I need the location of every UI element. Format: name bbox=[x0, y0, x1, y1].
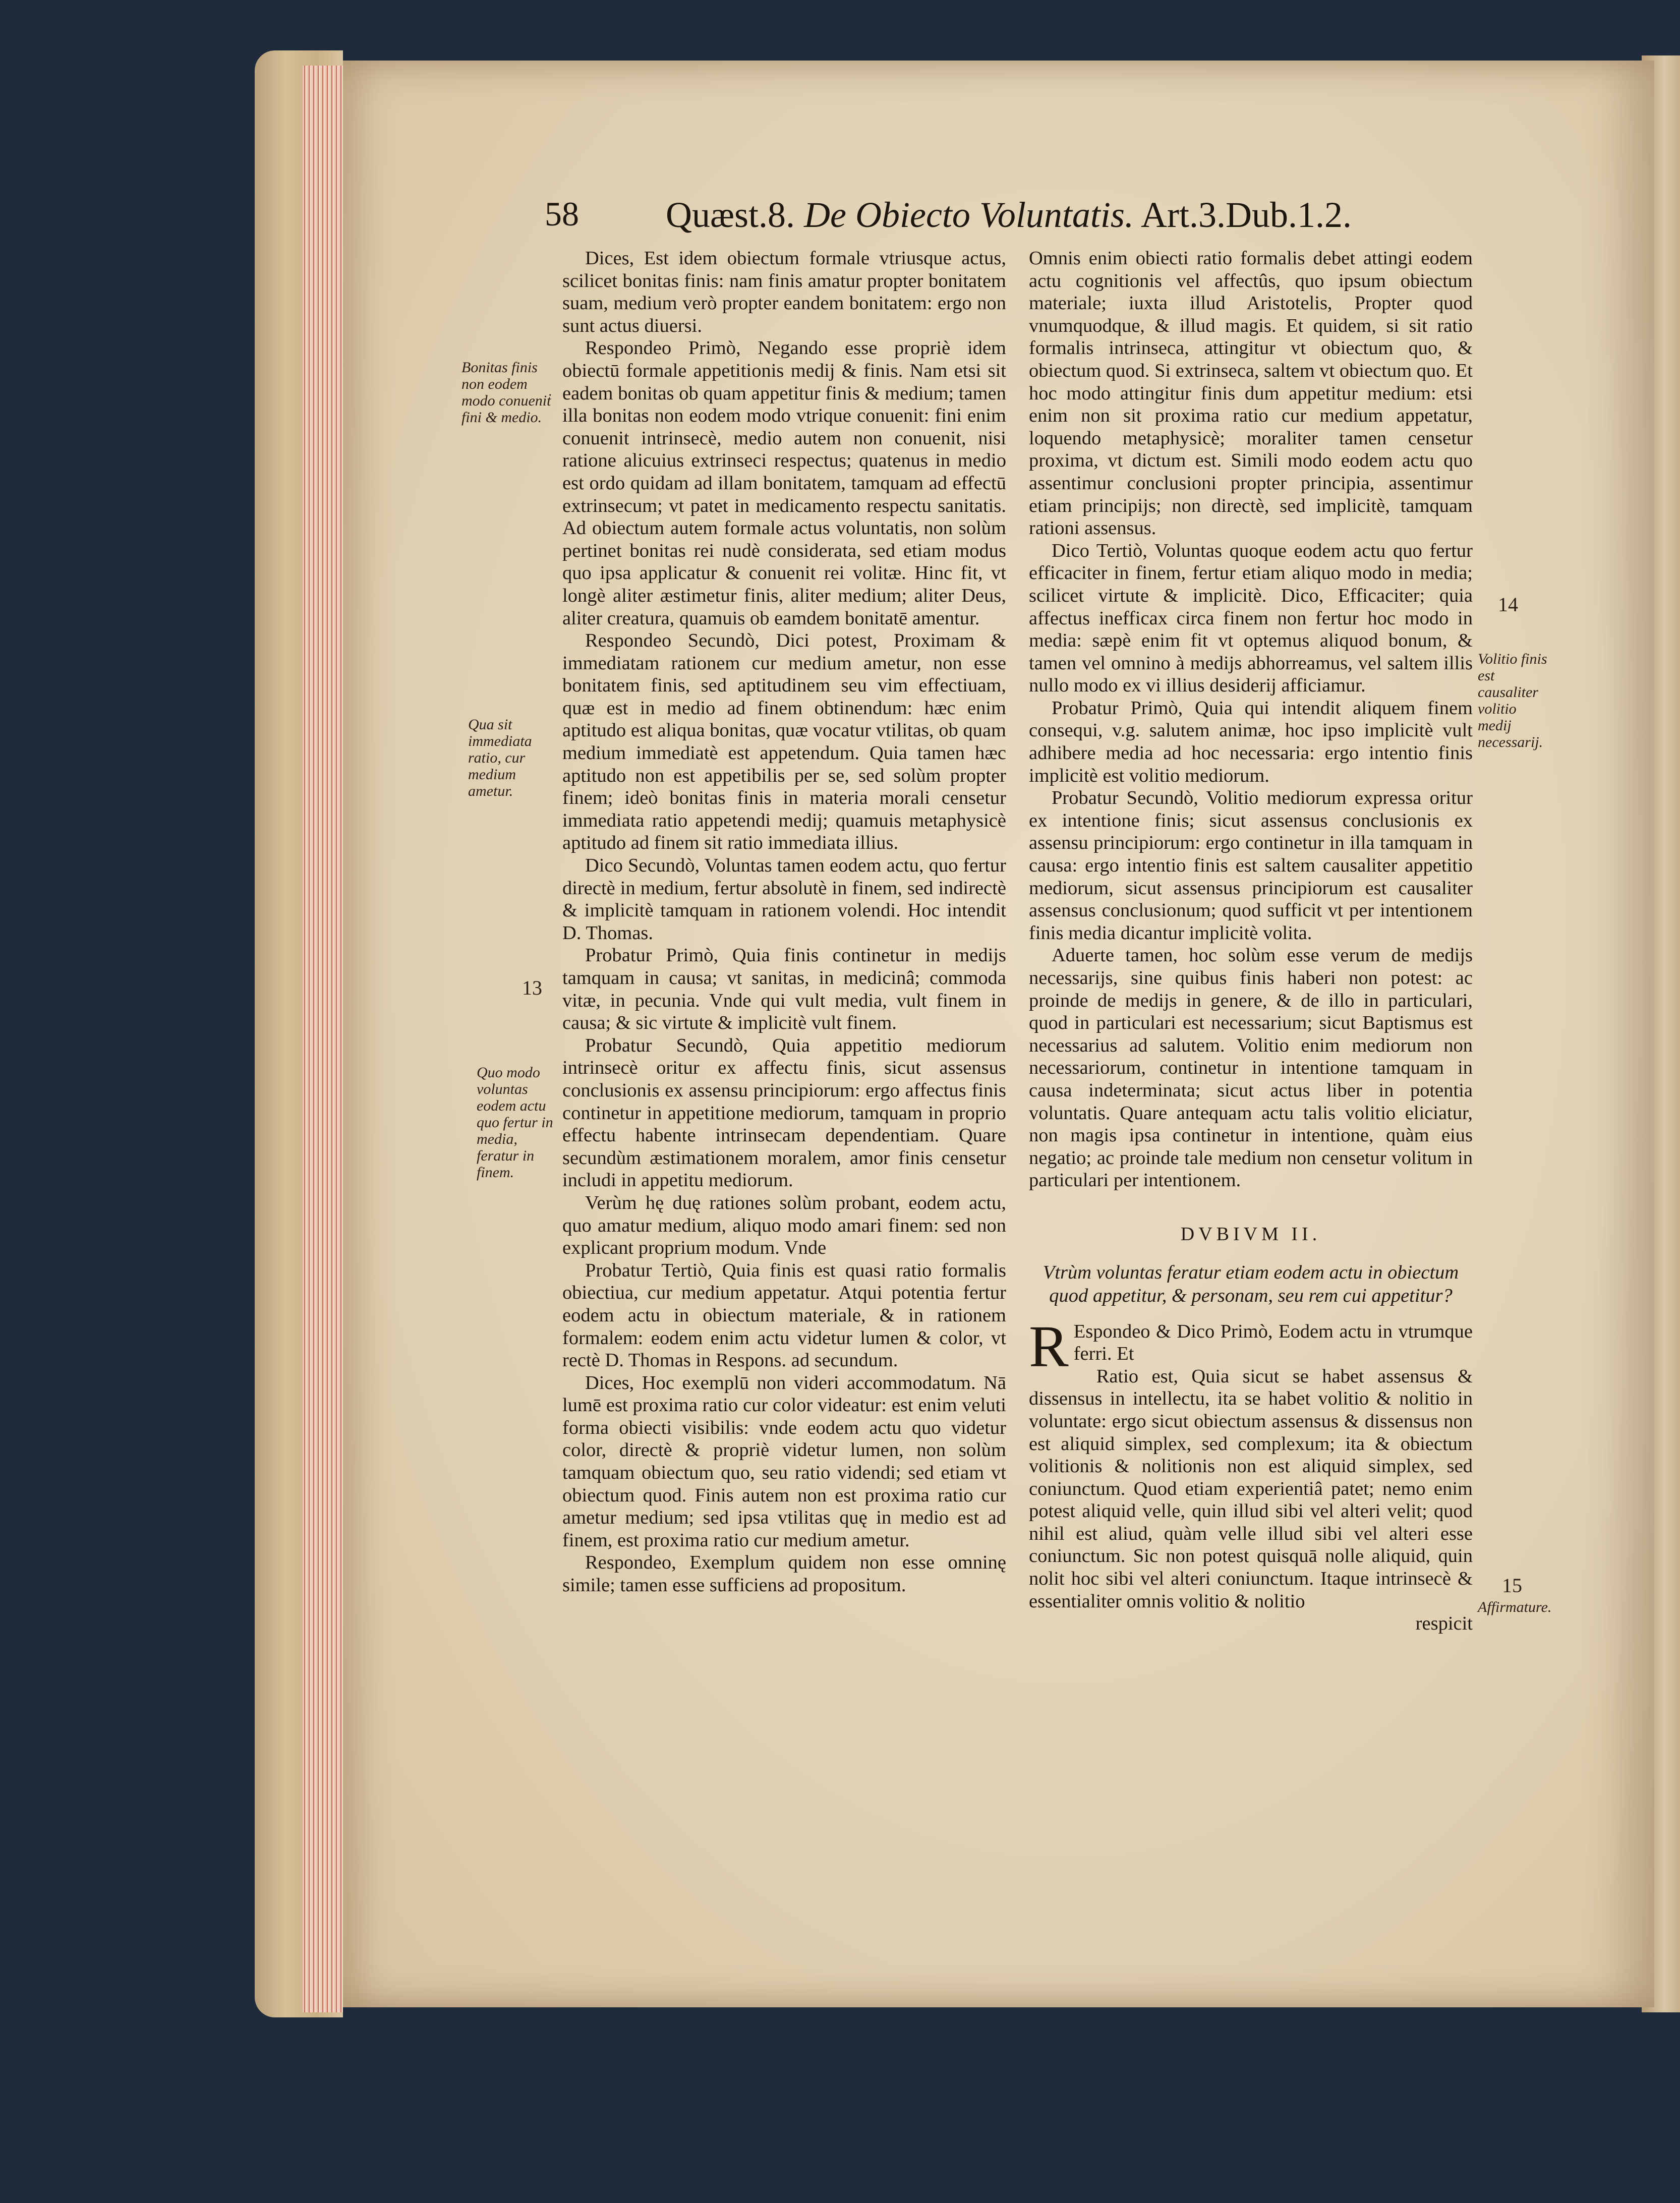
paragraph: Probatur Primò, Quia finis continetur in medijs tamquam in causa; vt sanitas, in medicinâ; commoda vitæ, in pecunia. Vnde qui vult media, vult finem in causa; & sic virtute & implicitè vult finem. bbox=[562, 945, 1006, 1034]
paragraph: Probatur Tertiò, Quia finis est quasi ratio formalis obiectiua, cur medium appetatur. Atqui potentia fertur eodem actu in obiectum materiale, & in rationem formalem: eodem enim actu videtur lumen & color, vt rectè D. Thomas in Respons. ad secundum. bbox=[562, 1259, 1006, 1371]
margin-note: Quo modo voluntas eodem actu quo fertur in media, feratur in finem. bbox=[477, 1064, 553, 1181]
title-italic: De Obiecto Voluntatis. bbox=[804, 195, 1134, 235]
paragraph-number: 13 bbox=[522, 976, 542, 999]
paragraph-text: Espondeo & Dico Primò, Eodem actu in vtrumque ferri. Et bbox=[1073, 1320, 1473, 1365]
running-header bbox=[545, 194, 1382, 240]
running-title bbox=[666, 194, 1352, 236]
paragraph-number: 14 bbox=[1498, 593, 1518, 616]
drop-cap: R bbox=[1029, 1313, 1069, 1379]
paragraph bbox=[1029, 1313, 1473, 1379]
dubium-heading: DVBIVM II. bbox=[1180, 1223, 1321, 1245]
paragraph: Respondeo, Exemplum quidem non esse omninę simile; tamen esse sufficiens ad propositum. bbox=[562, 1552, 1006, 1596]
paragraph: Probatur Primò, Quia qui intendit aliquem finem consequi, v.g. salutem animæ, hoc ipso implicitè vult adhibere media ad hoc necessaria: ergo intentio finis implicitè est volitio mediorum. bbox=[1029, 697, 1473, 786]
left-text-column bbox=[562, 247, 1006, 1597]
paragraph: Dico Tertiò, Voluntas quoque eodem actu quo fertur efficaciter in finem, fertur etiam aliquo modo in media; scilicet virtute & implicitè. Dico, Efficaciter; quia affectus inefficax circa finem non fertur hoc modo in media: sæpè enim fit vt optemus aliquod bonum, & tamen vel omnino à medijs abhorreamus, vel saltem illis nullo modo ex vi illius desiderij afficiamur. bbox=[1029, 540, 1473, 697]
quaestio-label: Quæst.8. bbox=[666, 195, 795, 235]
paragraph: Verùm hę duę rationes solùm probant, eodem actu, quo amatur medium, aliquo modo amari finem: sed non explicant proprium modum. Vnde bbox=[562, 1192, 1006, 1259]
paragraph: Omnis enim obiecti ratio formalis debet attingi eodem actu cognitionis vel affectûs, quo ipsum obiectum materiale; iuxta illud Aristotelis, Propter quod vnumquodque, & illud magis. Et quidem, si sit ratio formalis intrinseca, attingitur vt obiectum quo, & obiectum quod. Si extrinseca, saltem vt obiectum quo. Et hoc modo attingitur finis dum appetitur medium: etsi enim non sit proxima ratio cur medium appetatur, loquendo metaphysicè; moraliter tamen censetur proxima, vt dictum est. Simili modo eodem actu quo assentimur conclusioni propter principia, assentimur etiam principijs; non directè, sed implicitè, tamquam rationi assensus. bbox=[1029, 248, 1473, 539]
paragraph: Aduerte tamen, hoc solùm esse verum de medijs necessarijs, sine quibus finis haberi non potest: ac proinde de medijs in genere, & de illo in particulari, quod in particulari est necessarium; sicut Baptismus est necessarius ad salutem. Volitio enim mediorum non necessariorum, continetur in intentione tamquam in causa indeterminata; sicut actus liber in potentia voluntatis. Quare antequam actu talis volitio eliciatur, non magis ipsa continetur in intentione, quàm eius negatio; ac proinde tale medium non censetur volitum in particulari per intentionem. bbox=[1029, 945, 1473, 1191]
paragraph: Ratio est, Quia sicut se habet assensus & dissensus in intellectu, ita se habet volitio & nolitio in voluntate: ergo sicut obiectum assensus & dissensus non est aliquid simplex, sed complexum; ita & obiectum volitionis & nolitionis non est aliquid simplex, sed coniunctum. Quod etiam experientiâ patet; nemo enim potest aliquid velle, quin illud sibi vel alteri velit; quod nihil est aliud, quàm velle illud sibi vel alteri esse coniunctum. Sic non potest quisquā nolle aliquid, quin nolit hoc sibi vel alteri coniunctum. Itaque intrinsecè & essentialiter omnis volitio & nolitio bbox=[1029, 1365, 1473, 1612]
margin-note: Volitio finis est causaliter volitio medij necessarij. bbox=[1478, 651, 1547, 750]
margin-note: Affirmature. bbox=[1478, 1599, 1552, 1615]
catchword: respicit bbox=[1415, 1613, 1473, 1635]
page-number: 58 bbox=[545, 195, 579, 233]
paragraph: Probatur Secundò, Volitio mediorum expressa oritur ex intentione finis; sicut assensus conclusionis ex assensu principiorum: ergo continetur in illa tamquam in causa: ergo intentio finis est saltem causaliter appetitio mediorum, sicut assensus principiorum est causaliter assensus conclusionum; quod sufficit vt per intentionem finis media dicantur implicitè volita. bbox=[1029, 787, 1473, 944]
paragraph: Respondeo Secundò, Dici potest, Proximam & immediatam rationem cur medium ametur, non esse bonitatem finis, sed aptitudinem seu vim effectiuam, quæ est in medio ad finem obtinendum: hæc enim aptitudo est aliqua bonitas, quæ vocatur vtilitas, ob quam medium immediatè est appetendum. Quia tamen hæc aptitudo non est appetibilis per se, sed solùm propter finem; ideò bonitas finis in materia morali censetur immediata ratio appetendi medij; quamuis metaphysicè aptitudo ad finem sit ratio immediata illius. bbox=[562, 630, 1006, 854]
dubium-question: Vtrùm voluntas feratur etiam eodem actu in obiectum quod appetitur, & personam, seu rem cui appetitur? bbox=[1042, 1261, 1459, 1306]
paragraph: Dico Secundò, Voluntas tamen eodem actu, quo fertur directè in medium, fertur absolutè in finem, sed indirectè & implicitè tamquam in rationem volendi. Hoc intendit D. Thomas. bbox=[562, 855, 1006, 944]
right-text-column bbox=[1029, 247, 1473, 1635]
paragraph: Dices, Hoc exemplū non videri accommodatum. Nā lumē est proxima ratio cur color videatur: est enim veluti forma obiecti visibilis: vnde eodem actu quo videtur color, directè & propriè videtur lumen, non solùm tamquam obiectum quo, seu ratio videndi; sed etiam vt obiectum quod. Finis autem non est proxima ratio cur ametur medium; sed ipsa vtilitas quę in medio est ad finem, est proxima ratio cur medium ametur. bbox=[562, 1372, 1006, 1551]
paragraph: Probatur Secundò, Quia appetitio mediorum intrinsecè oritur ex affectu finis, sicut assensus conclusionis ex assensu principiorum: ergo affectus finis continetur in appetitione mediorum, tamquam in proprio effectu habente intrinsecam dependentiam. Quare secundùm æstimationem moralem, amor finis censetur includi in appetitu mediorum. bbox=[562, 1034, 1006, 1191]
page-edge-stack bbox=[303, 66, 343, 2012]
paragraph-number: 15 bbox=[1502, 1574, 1522, 1597]
paragraph: Respondeo Primò, Negando esse propriè idem obiectū formale appetitionis medij & finis. Nam etsi sit eadem bonitas ob quam appetitur finis & medium; tamen illa bonitas non eodem modo vtrique conuenit: fini enim conuenit intrinsecè, medio autem non conuenit, nisi ratione alicuius extrinseci respectus; quatenus in medio est ordo quidam ad illam bonitatem, tamquam ad effectū extrinsecum; vt patet in medicamento respectu sanitatis. Ad obiectum autem formale actus voluntatis, non solùm pertinet bonitas rei nudè considerata, sed etiam modus quo ipsa applicatur & conuenit rei volitæ. Hinc fit, vt longè aliter æstimetur finis, aliter medium; aliter Deus, aliter creatura, quamuis ob eamdem bonitatē amentur. bbox=[562, 337, 1006, 629]
paragraph: Dices, Est idem obiectum formale vtriusque actus, scilicet bonitas finis: nam finis amatur propter bonitatem suam, medium verò propter eandem bonitatem: ergo non sunt actus diuersi. bbox=[562, 248, 1006, 336]
margin-note: Bonitas finis non eodem modo conueniṫ fini & medio. bbox=[461, 359, 551, 426]
article-label: Art.3.Dub.1.2. bbox=[1140, 195, 1352, 235]
margin-note: Qua sit immediata ratio, cur medium ametur. bbox=[468, 716, 532, 799]
